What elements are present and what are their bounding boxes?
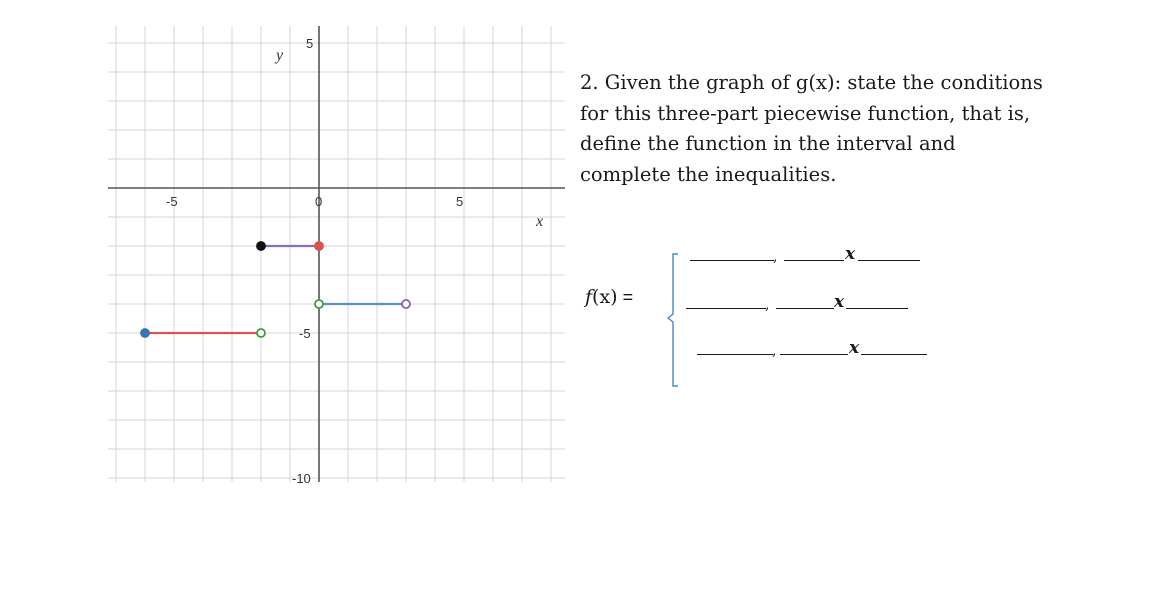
closed-endpoint [315, 242, 323, 250]
question-text [580, 68, 1050, 190]
open-endpoint [315, 300, 323, 308]
x-tick-label: 0 [315, 194, 323, 209]
comma: , [773, 249, 778, 265]
x-axis-label: x [536, 213, 544, 230]
variable-x: x [845, 244, 856, 264]
open-endpoint [402, 300, 410, 308]
comma: , [765, 297, 770, 313]
x-tick-label: -5 [166, 194, 178, 209]
function-rule-blank[interactable] [686, 294, 766, 309]
function-label [585, 286, 633, 308]
variable-x: x [834, 292, 845, 312]
upper-bound-blank[interactable] [858, 246, 920, 261]
comma: , [772, 343, 777, 359]
upper-bound-blank[interactable] [846, 294, 908, 309]
lower-bound-blank[interactable] [784, 246, 844, 261]
function-rule-blank[interactable] [690, 246, 774, 261]
upper-bound-blank[interactable] [861, 340, 927, 355]
y-axis-label: y [276, 47, 284, 64]
x-tick-label: 5 [456, 194, 464, 209]
open-endpoint [257, 329, 265, 337]
variable-x: x [849, 338, 860, 358]
function-rule-blank[interactable] [697, 340, 773, 355]
y-tick-label: -10 [292, 471, 311, 486]
function-name: f [585, 286, 593, 308]
left-brace [662, 252, 684, 388]
closed-endpoint [257, 242, 265, 250]
closed-endpoint [141, 329, 149, 337]
grid [108, 26, 565, 482]
piece-row-2 [686, 294, 926, 314]
piece-row-1 [690, 246, 930, 266]
equals-sign: = [617, 287, 634, 307]
coordinate-graph [0, 0, 575, 500]
axes [108, 26, 565, 482]
question-paragraph: 2. Given the graph of g(x): state the conditions for this three-part piecewise function, that is, define the function in the interval and complete the inequalities. [580, 71, 1043, 186]
piece-row-3 [697, 340, 937, 360]
function-arg: (x) [592, 286, 618, 308]
tick-labels [166, 36, 463, 486]
lower-bound-blank[interactable] [780, 340, 848, 355]
lower-bound-blank[interactable] [776, 294, 834, 309]
series [141, 242, 410, 337]
y-tick-label: -5 [299, 326, 311, 341]
y-tick-label: 5 [306, 36, 314, 51]
